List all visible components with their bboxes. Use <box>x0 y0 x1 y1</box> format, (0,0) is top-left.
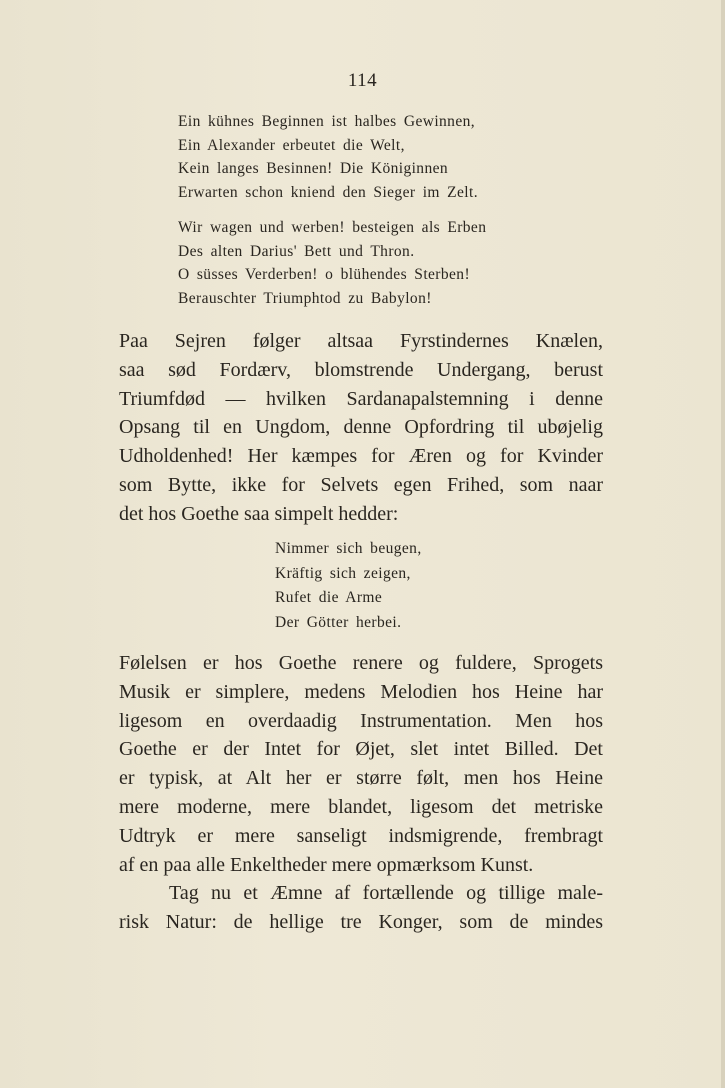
prose-line: Følelsen er hos Goethe renere og fuldere, Sprogets <box>119 652 603 674</box>
prose-line: Triumfdød — hvilken Sardanapalstemning i denne <box>119 387 603 410</box>
verse-line: Kein langes Besinnen! Die Königinnen <box>178 160 449 177</box>
verse-line: Wir wagen und werben! besteigen als Erben <box>178 219 487 236</box>
prose-line: mere moderne, mere blandet, ligesom det metriske <box>119 795 603 818</box>
verse-line: Berauschter Triumphtod zu Babylon! <box>178 289 432 307</box>
verse-line: Ein Alexander erbeutet die Welt, <box>178 136 405 154</box>
prose-line: Udtryk er mere sanseligt indsmigrende, frembragt <box>119 824 603 847</box>
page-number: 114 <box>347 70 378 91</box>
page-edge <box>721 0 725 1088</box>
prose-line: Tag nu et Æmne af fortællende og tillige male- <box>169 882 603 905</box>
verse-line: Erwarten schon kniend den Sieger im Zelt. <box>178 183 478 201</box>
verse-line: Nimmer sich beugen, <box>275 540 422 557</box>
verse-stanza-3 <box>275 540 422 638</box>
prose-line: Udholdenhed! Her kæmpes for Æren og for Kvinder <box>119 445 603 468</box>
prose-paragraph-1 <box>119 330 603 532</box>
prose-line: Musik er simplere, medens Melodien hos Heine har <box>119 680 603 703</box>
prose-line: af en paa alle Enkeltheder mere opmærksom Kunst. <box>119 853 534 876</box>
verse-line: Der Götter herbei. <box>275 613 402 631</box>
verse-line: Rufet die Arme <box>275 589 383 606</box>
prose-line: ligesom en overdaadig Instrumentation. Men hos <box>119 709 603 732</box>
prose-line: saa sød Fordærv, blomstrende Undergang, berust <box>119 358 603 381</box>
prose-line: risk Natur: de hellige tre Konger, som de mindes <box>119 911 603 934</box>
verse-line: Kräftig sich zeigen, <box>275 564 411 582</box>
prose-line: som Bytte, ikke for Selvets egen Frihed, som naar <box>119 473 603 496</box>
prose-paragraph-2 <box>119 652 603 940</box>
verse-line: O süsses Verderben! o blühendes Sterben! <box>178 266 471 283</box>
prose-line: det hos Goethe saa simpelt hedder: <box>119 502 399 525</box>
verse-line: Des alten Darius' Bett und Thron. <box>178 242 415 260</box>
prose-line: Opsang til en Ungdom, denne Opfordring til ubøjelig <box>119 416 603 439</box>
prose-line: er typisk, at Alt her er større følt, men hos Heine <box>119 767 603 790</box>
verse-line: Ein kühnes Beginnen ist halbes Gewinnen, <box>178 113 476 130</box>
prose-line: Paa Sejren følger altsaa Fyrstindernes Knælen, <box>119 330 603 352</box>
prose-line: Goethe er der Intet for Øjet, slet intet Billed. Det <box>119 738 603 761</box>
verse-stanza-2 <box>178 219 486 313</box>
verse-stanza-1 <box>178 113 478 207</box>
